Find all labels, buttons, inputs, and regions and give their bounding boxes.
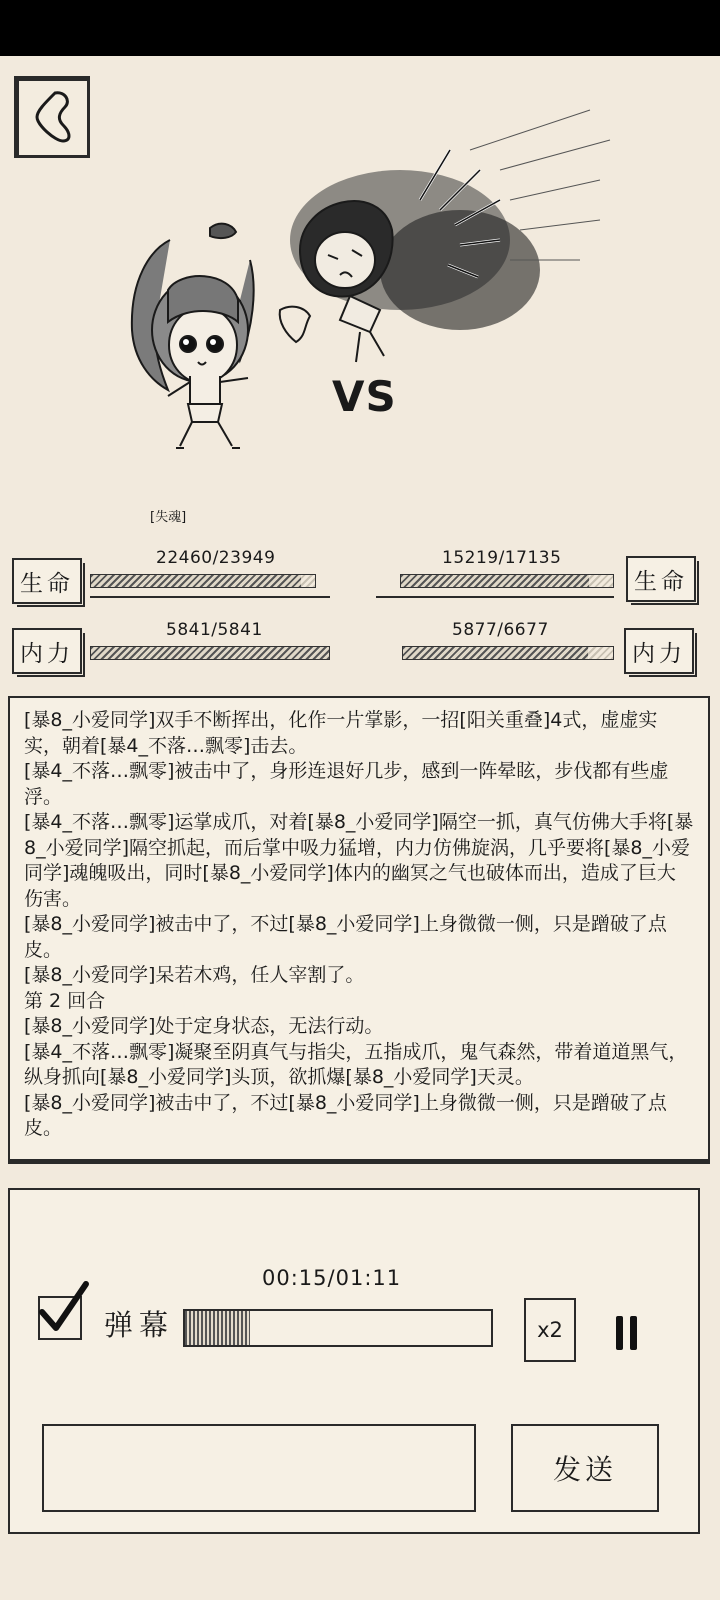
right-mp-value: 5877/6677 (452, 620, 549, 640)
battle-log[interactable] (8, 696, 710, 1164)
danmu-label: 弹幕 (104, 1308, 175, 1342)
left-hp-underline (90, 596, 330, 598)
speed-button[interactable]: x2 (524, 1298, 576, 1362)
right-hp-bar (400, 574, 614, 588)
battle-scene (0, 100, 720, 520)
right-hp-label: 生命 (626, 556, 696, 602)
right-mp-label: 内力 (624, 628, 694, 674)
battle-log-content (24, 708, 694, 1142)
pause-button[interactable] (612, 1316, 644, 1352)
playback-progress-bar[interactable] (183, 1309, 493, 1347)
battle-log-line: [暴8_小爱同学]被击中了，不过[暴8_小爱同学]上身微微一侧，只是蹭破了点皮。 (24, 1091, 667, 1139)
vs-label: VS (332, 372, 397, 421)
left-hp-fill (91, 575, 301, 587)
right-mp-bar (402, 646, 614, 660)
playback-progress-fill (185, 1311, 250, 1345)
battle-log-line: [暴8_小爱同学]被击中了，不过[暴8_小爱同学]上身微微一侧，只是蹭破了点皮。 (24, 913, 667, 961)
player-character (132, 224, 254, 448)
battle-log-line: [暴8_小爱同学]处于定身状态，无法行动。 (24, 1015, 384, 1037)
battle-log-line: [暴4_不落…飘零]运掌成爪，对着[暴8_小爱同学]隔空一抓，真气仿佛大手将[暴8_小爱同学]隔空抓起，而后掌中吸力猛增，内力仿佛旋涡，几乎要将[暴8_小爱同学]魂魄吸出，同时[暴8_小爱同学]体内的幽冥之气也破体而出，造成了巨大伤害。 (24, 811, 694, 910)
battle-log-line: 第 2 回合 (24, 989, 106, 1012)
right-hp-value: 15219/17135 (442, 548, 562, 568)
left-hp-label: 生命 (12, 558, 82, 604)
left-hp-bar (90, 574, 316, 588)
enemy-character (280, 110, 610, 362)
send-button[interactable]: 发送 (511, 1424, 659, 1512)
right-hp-underline (376, 596, 614, 598)
battle-log-line: [暴4_不落…飘零]凝聚至阴真气与指尖，五指成爪，鬼气森然，带着道道黑气，纵身抓向[暴8_小爱同学]头顶，欲抓爆[暴8_小爱同学]天灵。 (24, 1040, 688, 1088)
status-bar (0, 0, 720, 56)
danmu-checkbox[interactable] (38, 1296, 82, 1340)
message-input[interactable] (44, 1426, 474, 1510)
player-status-tag: [失魂] (150, 510, 187, 525)
battle-log-line: [暴8_小爱同学]呆若木鸡，任人宰割了。 (24, 964, 365, 986)
left-mp-bar (90, 646, 330, 660)
right-mp-fill (403, 647, 588, 659)
battle-log-line: [暴8_小爱同学]双手不断挥出，化作一片掌影，一招[阳关重叠]4式，虚虚实实，朝着[暴4_不落…飘零]击去。 (24, 709, 658, 757)
message-input-box[interactable] (42, 1424, 476, 1512)
checkmark-icon (34, 1276, 94, 1336)
left-hp-value: 22460/23949 (156, 548, 276, 568)
battle-log-line: [暴4_不落…飘零]被击中了，身形连退好几步，感到一阵晕眩，步伐都有些虚浮。 (24, 760, 669, 808)
left-mp-value: 5841/5841 (166, 620, 263, 640)
playback-timer: 00:15/01:11 (262, 1266, 402, 1290)
left-mp-fill (91, 647, 329, 659)
left-mp-label: 内力 (12, 628, 82, 674)
right-hp-fill (401, 575, 589, 587)
